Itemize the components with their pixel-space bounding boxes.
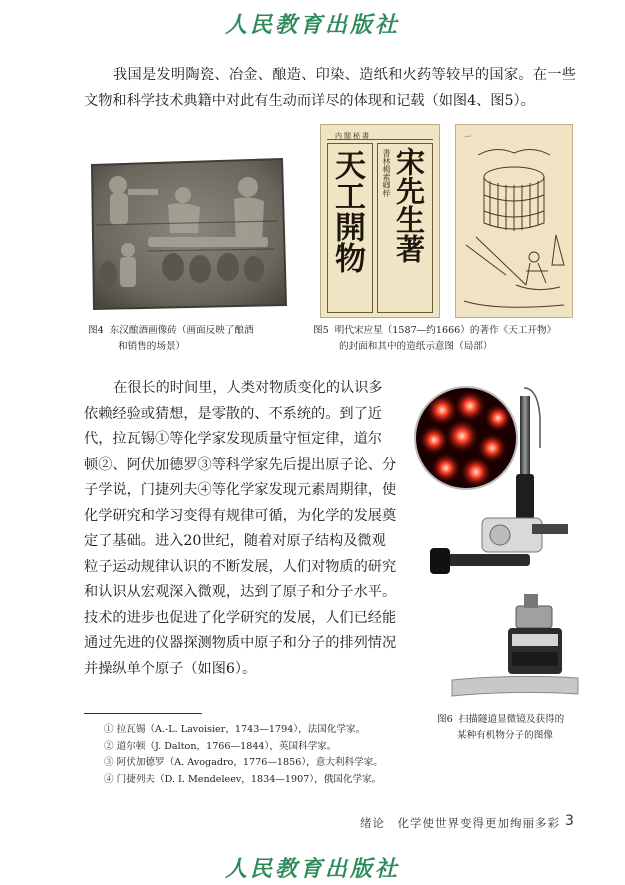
cover-title-right: 宋先生著 (392, 147, 426, 263)
intro-paragraph: 我国是发明陶瓷、冶金、酿造、印染、造纸和火药等较早的国家。在一些文物和科学技术典籍中对此有生动而详尽的体现和记载（如图4、图5）。 (84, 67, 576, 109)
header-publisher-logo: 人民教育出版社 (224, 12, 400, 38)
main-line-2: 依赖经验或猜想，是零散的、不系统的。到了近 (84, 405, 382, 422)
figure-5-papermaking-illustration (455, 124, 573, 318)
figure-5-caption-line1: 明代宋应星（1587—约1666）的著作《天工开物》 (334, 325, 557, 336)
figure-4-caption (88, 323, 298, 355)
footnote-4: ④ 门捷列夫（D. I. Mendeleev，1834—1907），俄国化学家。 (104, 773, 382, 785)
cover-side-text: 書林楊素卿梓 (382, 149, 391, 197)
figure-6-label: 图6 (437, 714, 453, 725)
footnote-3: ③ 阿伏加德罗（A. Avogadro，1776—1856），意大利科学家。 (104, 757, 383, 768)
footnote-1: ① 拉瓦锡（A.-L. Lavoisier，1743—1794），法国化学家。 (104, 724, 366, 735)
figure-5-caption (313, 323, 583, 355)
main-line-3: 代，拉瓦锡①等化学家发现质量守恒定律，道尔 (84, 431, 382, 447)
main-line-1: 在很长的时间里，人类对物质变化的认识多 (113, 380, 383, 396)
page-number: 3 (565, 813, 574, 829)
footer-publisher-logo: 人民教育出版社 (224, 856, 400, 882)
footnote-divider (84, 713, 202, 714)
main-line-11: 通过先进的仪器探测物质中原子和分子的排列情况 (84, 635, 397, 651)
main-line-12: 并操纵单个原子（如图6）。 (84, 660, 257, 677)
figure-5-label: 图5 (313, 325, 329, 336)
main-line-9: 和认识从宏观深入微观，达到了原子和分子水平。 (84, 584, 397, 600)
figure-6-caption-line2: 某种有机物分子的图像 (457, 730, 553, 741)
figure-4-brick-image (88, 155, 288, 313)
figure-4-label: 图4 (88, 325, 104, 336)
main-line-10: 技术的进步也促进了化学研究的发展，人们已经能 (84, 609, 397, 626)
main-line-5: 子学说，门捷列夫④等化学家发现元素周期律，使 (84, 482, 397, 498)
cover-title-left: 天工開物 (329, 149, 365, 273)
figure-5-book-cover (320, 124, 440, 318)
footnotes (104, 722, 434, 788)
main-line-8: 粒子运动规律认识的不断发展，人们对物质的研究 (84, 558, 397, 575)
footnote-2: ② 道尔顿（J. Dalton，1766—1844），英国科学家。 (104, 740, 337, 752)
main-line-4: 顿②、阿伏加德罗③等科学家先后提出原子论、分 (84, 456, 397, 473)
figure-6-caption-line1: 扫描隧道显微镜及获得的 (458, 714, 565, 725)
svg-text:一: 一 (464, 133, 471, 141)
figure-6-caption (437, 712, 597, 744)
figure-4-caption-line1: 东汉酿酒画像砖（画面反映了酿酒 (109, 325, 254, 336)
main-paragraph (84, 376, 410, 682)
chapter-footer: 绪论 化学使世界变得更加绚丽多彩 (360, 816, 560, 830)
figure-4-caption-line2: 和销售的场景） (118, 341, 186, 352)
figure-6-stm-image (412, 378, 582, 706)
figure-5-caption-line2: 的封面和其中的造纸示意图（局部） (339, 341, 493, 352)
cover-top-text: 内閣秘書 (335, 132, 371, 140)
main-line-6: 化学研究和学习变得有规律可循，为化学的发展奠 (84, 507, 397, 524)
main-line-7: 定了基础。进入20世纪，随着对原子结构及微观 (84, 533, 386, 549)
